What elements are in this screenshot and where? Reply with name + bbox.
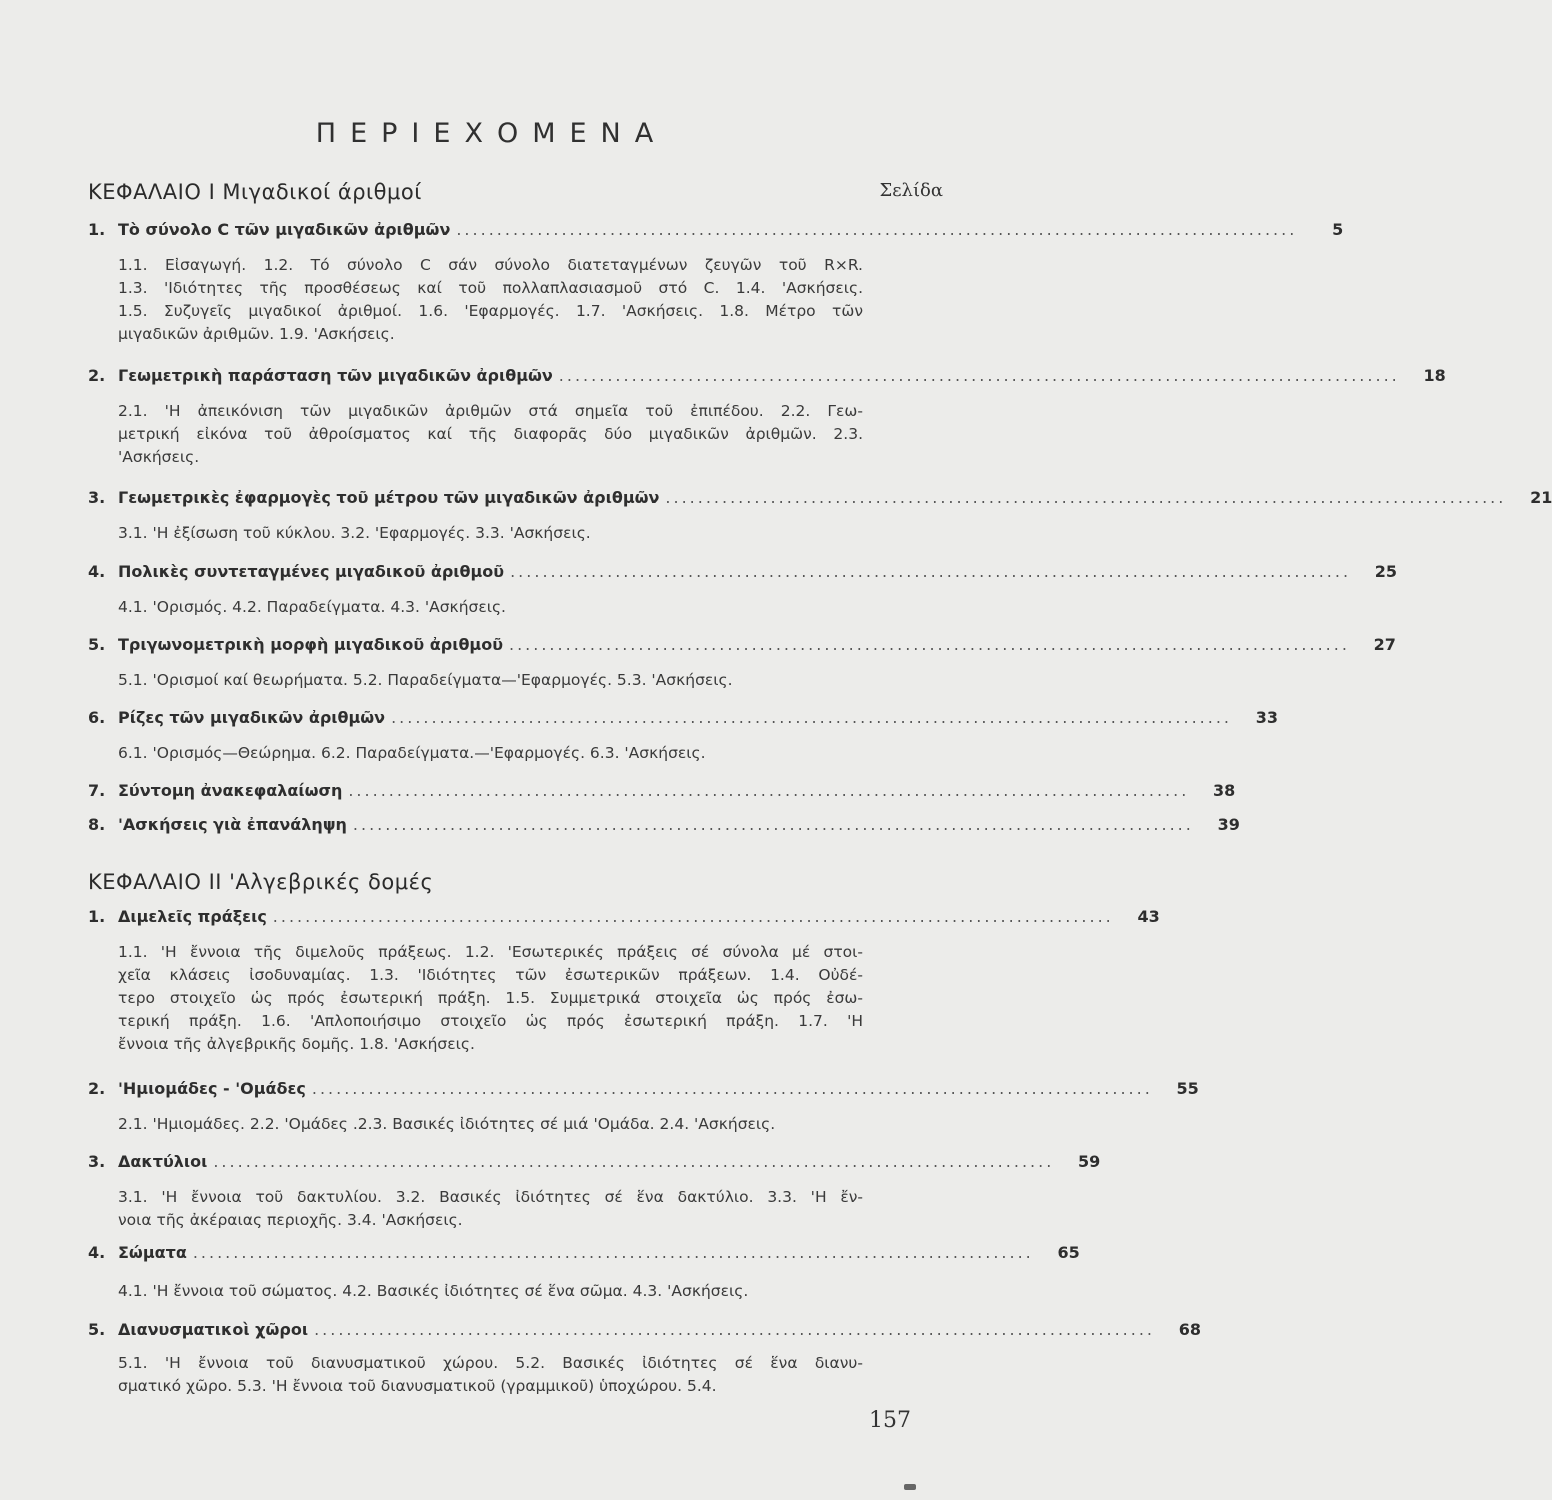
entry-description (118, 1352, 863, 1398)
toc-entry[interactable] (88, 1079, 1199, 1103)
leader-dots: ........................................................................................................ (311, 1079, 1153, 1098)
toc-entry[interactable] (88, 366, 1446, 390)
entry-page: 65 (1057, 1243, 1080, 1262)
entry-number: 5. (88, 1320, 106, 1339)
leader-dots: ........................................................................................................ (352, 815, 1194, 834)
entry-description (118, 254, 863, 346)
entry-title: Σύντομη ἀνακεφαλαίωση (118, 781, 343, 800)
description-line: 2.1. 'Η ἀπεικόνιση τῶν μιγαδικῶν ἀριθμῶν στά σημεῖα τοῦ ἐπιπέδου. 2.2. Γεω- (118, 402, 863, 420)
chapter-heading: ΚΕΦΑΛΑΙΟ II 'Αλγεβρικές δομές (88, 870, 434, 894)
entry-number: 7. (88, 781, 106, 800)
toc-entry[interactable] (88, 220, 1344, 244)
description-line: νοια τῆς ἀκέραιας περιοχῆς. 3.4. 'Ασκήσεις. (118, 1211, 463, 1229)
leader-dots: ........................................................................................................ (272, 907, 1114, 926)
description-line: τερική πράξη. 1.6. 'Απλοποιήσιμο στοιχεῖο ὡς πρός ἐσωτερική πράξη. 1.7. 'Η (118, 1012, 863, 1030)
entry-description (118, 1186, 863, 1232)
scan-mark (904, 1484, 916, 1490)
toc-entry[interactable] (88, 1320, 1201, 1344)
description-line: 'Ασκήσεις. (118, 448, 200, 466)
description-line: 3.1. 'Η ἐξίσωση τοῦ κύκλου. 3.2. 'Εφαρμογές. 3.3. 'Ασκήσεις. (118, 524, 591, 542)
entry-title: Δακτύλιοι (118, 1152, 208, 1171)
entry-title: Σώματα (118, 1243, 187, 1262)
entry-title: 'Ημιομάδες - 'Ομάδες (118, 1079, 306, 1098)
toc-entry[interactable] (88, 815, 1240, 839)
entry-title: Γεωμετρικὴ παράσταση τῶν μιγαδικῶν ἀριθμῶν (118, 366, 553, 385)
leader-dots: ........................................................................................................ (348, 781, 1190, 800)
entry-description (118, 669, 863, 692)
entry-number: 2. (88, 1079, 106, 1098)
entry-number: 1. (88, 220, 106, 239)
entry-description (118, 522, 863, 545)
leader-dots: ........................................................................................................ (213, 1152, 1055, 1171)
entry-title: Τριγωνομετρικὴ μορφὴ μιγαδικοῦ ἀριθμοῦ (118, 635, 503, 654)
toc-entry[interactable] (88, 708, 1279, 732)
leader-dots: ........................................................................................................ (558, 366, 1400, 385)
entry-title: Ρίζες τῶν μιγαδικῶν ἀριθμῶν (118, 708, 386, 727)
entry-title: Διμελεῖς πράξεις (118, 907, 267, 926)
entry-number: 4. (88, 1243, 106, 1262)
entry-page: 55 (1176, 1079, 1199, 1098)
description-line: μετρική εἰκόνα τοῦ ἀθροίσματος καί τῆς διαφορᾶς δύο μιγαδικῶν ἀριθμῶν. 2.3. (118, 425, 863, 443)
leader-dots: ........................................................................................................ (665, 488, 1507, 507)
leader-dots: ........................................................................................................ (192, 1243, 1034, 1262)
entry-number: 2. (88, 366, 106, 385)
toc-entry[interactable] (88, 781, 1236, 805)
entry-number: 5. (88, 635, 106, 654)
leader-dots: ........................................................................................................ (509, 635, 1350, 654)
description-line: μιγαδικῶν ἀριθμῶν. 1.9. 'Ασκήσεις. (118, 325, 395, 343)
entry-page: 33 (1255, 708, 1279, 727)
page-column-label: Σελίδα (879, 180, 943, 201)
entry-title: Πολικὲς συντεταγμένες μιγαδικοῦ ἀριθμοῦ (118, 562, 505, 581)
description-line: 1.1. Εἰσαγωγή. 1.2. Τό σύνολο C σάν σύνολο διατεταγμένων ζευγῶν τοῦ R×R. (118, 256, 863, 274)
toc-entry[interactable] (88, 1152, 1101, 1176)
entry-number: 6. (88, 708, 106, 727)
page-number: 157 (869, 1408, 911, 1433)
description-line: 5.1. 'Η ἔννοια τοῦ διανυσματικοῦ χώρου. 5.2. Βασικές ἰδιότητες σέ ἕνα διανυ- (118, 1354, 863, 1372)
entry-page: 59 (1078, 1152, 1101, 1171)
toc-entry[interactable] (88, 635, 1396, 659)
entry-title: Διανυσματικοὶ χῶροι (118, 1320, 309, 1339)
toc-entry[interactable] (88, 907, 1160, 931)
description-line: 5.1. 'Ορισμοί καί θεωρήματα. 5.2. Παραδείγματα—'Εφαρμογές. 5.3. 'Ασκήσεις. (118, 671, 733, 689)
entry-page: 5 (1332, 220, 1344, 239)
entry-page: 43 (1137, 907, 1160, 926)
leader-dots: ........................................................................................................ (391, 708, 1233, 727)
description-line: 6.1. 'Ορισμός—Θεώρημα. 6.2. Παραδείγματα.—'Εφαρμογές. 6.3. 'Ασκήσεις. (118, 744, 706, 762)
description-line: 1.5. Συζυγεῖς μιγαδικοί ἀριθμοί. 1.6. 'Εφαρμογές. 1.7. 'Ασκήσεις. 1.8. Μέτρο τῶν (118, 302, 863, 320)
entry-page: 68 (1178, 1320, 1201, 1339)
description-line: χεῖα κλάσεις ἰσοδυναμίας. 1.3. 'Ιδιότητες τῶν ἐσωτερικῶν πράξεων. 1.4. Οὐδέ- (118, 966, 863, 984)
entry-number: 1. (88, 907, 106, 926)
leader-dots: ........................................................................................................ (456, 220, 1298, 239)
description-line: σματικό χῶρο. 5.3. 'Η ἔννοια τοῦ διανυσματικοῦ (γραμμικοῦ) ὑποχώρου. 5.4. (118, 1377, 717, 1395)
description-line: 2.1. 'Ημιομάδες. 2.2. 'Ομάδες .2.3. Βασικές ἰδιότητες σέ μιά 'Ομάδα. 2.4. 'Ασκήσεις. (118, 1115, 776, 1133)
entry-title: 'Ασκήσεις γιὰ ἐπανάληψη (118, 815, 347, 834)
entry-page: 21 (1530, 488, 1552, 507)
entry-number: 3. (88, 488, 106, 507)
toc-entry[interactable] (88, 488, 1552, 512)
entry-description (118, 941, 863, 1056)
description-line: ἔννοια τῆς ἀλγεβρικῆς δομῆς. 1.8. 'Ασκήσεις. (118, 1035, 475, 1053)
description-line: 4.1. 'Ορισμός. 4.2. Παραδείγματα. 4.3. 'Ασκήσεις. (118, 598, 506, 616)
entry-description (118, 1280, 863, 1303)
entry-title: Τὸ σύνολο C τῶν μιγαδικῶν ἀριθμῶν (118, 220, 451, 239)
entry-description (118, 742, 863, 765)
entry-page: 27 (1373, 635, 1396, 654)
entry-number: 8. (88, 815, 106, 834)
chapter-heading: ΚΕΦΑΛΑΙΟ I Μιγαδικοί άριθμοί (88, 180, 422, 204)
leader-dots: ........................................................................................................ (510, 562, 1352, 581)
entry-description (118, 400, 863, 469)
toc-entry[interactable] (88, 1243, 1080, 1267)
entry-number: 3. (88, 1152, 106, 1171)
description-line: 1.1. 'Η ἔννοια τῆς διμελοῦς πράξεως. 1.2. 'Εσωτερικές πράξεις σέ σύνολα μέ στοι- (118, 943, 863, 961)
description-line: 4.1. 'Η ἔννοια τοῦ σώματος. 4.2. Βασικές ἰδιότητες σέ ἕνα σῶμα. 4.3. 'Ασκήσεις. (118, 1282, 749, 1300)
entry-number: 4. (88, 562, 106, 581)
entry-page: 38 (1213, 781, 1236, 800)
entry-description (118, 596, 863, 619)
entry-page: 25 (1374, 562, 1398, 581)
description-line: τερο στοιχεῖο ὡς πρός ἐσωτερική πράξη. 1.5. Συμμετρικά στοιχεῖα ὡς πρός ἐσω- (118, 989, 863, 1007)
entry-page: 39 (1217, 815, 1240, 834)
leader-dots: ........................................................................................................ (314, 1320, 1155, 1339)
description-line: 3.1. 'Η ἔννοια τοῦ δακτυλίου. 3.2. Βασικές ἰδιότητες σέ ἕνα δακτύλιο. 3.3. 'Η ἔν- (118, 1188, 863, 1206)
page-title: ΠΕΡΙΕΧΟΜΕΝΑ (315, 118, 668, 149)
description-line: 1.3. 'Ιδιότητες τῆς προσθέσεως καί τοῦ πολλαπλασιασμοῦ στό C. 1.4. 'Ασκήσεις. (118, 279, 863, 297)
entry-page: 18 (1423, 366, 1446, 385)
entry-description (118, 1113, 863, 1136)
entry-title: Γεωμετρικὲς ἐφαρμογὲς τοῦ μέτρου τῶν μιγαδικῶν ἀριθμῶν (118, 488, 660, 507)
toc-entry[interactable] (88, 562, 1398, 586)
